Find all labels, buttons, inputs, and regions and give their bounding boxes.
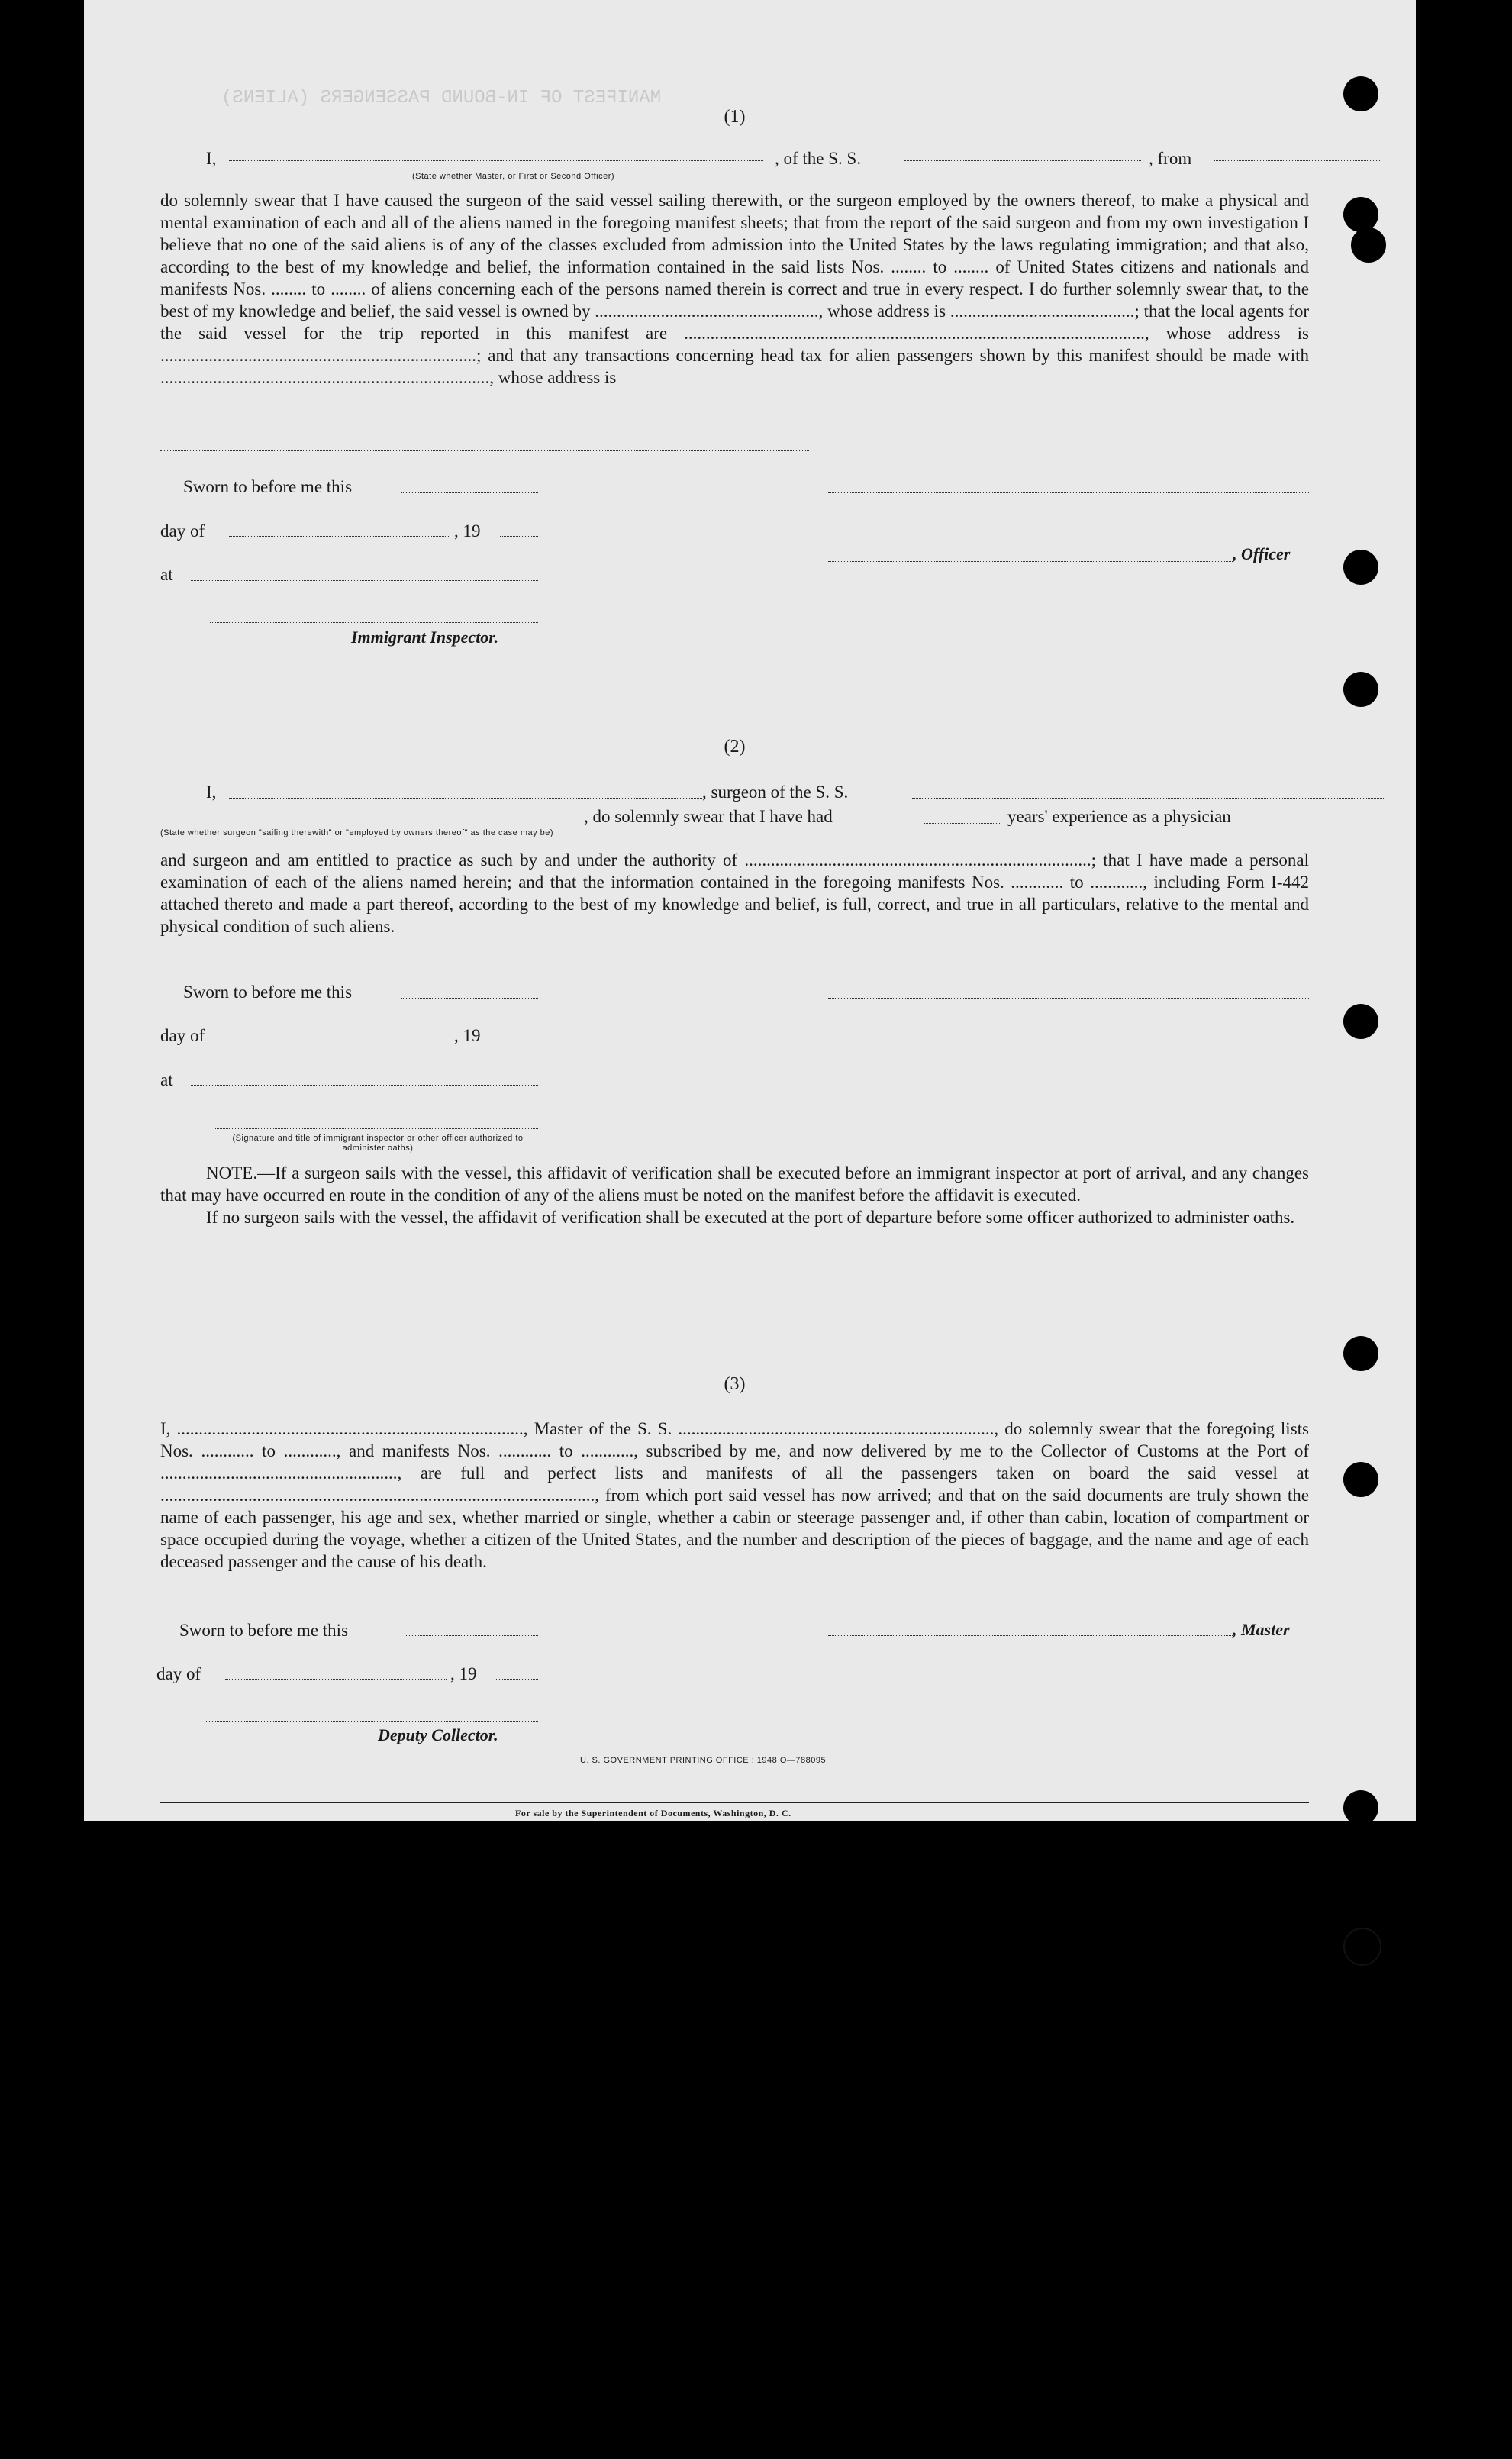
- sworn-label-3: Sworn to before me this: [179, 1621, 349, 1640]
- surgeon-of-label: , surgeon of the S. S.: [702, 783, 849, 802]
- sworn-label-2: Sworn to before me this: [183, 983, 353, 1002]
- note-paragraph: [160, 1162, 1309, 1206]
- punch-hole: [1343, 1462, 1378, 1497]
- at-label-1: at: [160, 565, 173, 584]
- note-text: NOTE.—If a surgeon sails with the vessel, this affidavit of verification shall be executed before an immigrant inspector at port of arrival, and any changes that may have occurred en route in the condition of any of the aliens must be noted on the manifest before the affidavit is executed.: [160, 1163, 1309, 1205]
- master-signature-line[interactable]: [828, 1635, 1233, 1636]
- day-of-label-3: day of: [156, 1664, 201, 1683]
- of-ss-label: , of the S. S.: [775, 149, 862, 168]
- years-label: years' experience as a physician: [1007, 807, 1231, 826]
- punch-hole: [1343, 1336, 1378, 1371]
- signature-caption: (Signature and title of immigrant inspector or other officer authorized to administer oaths): [232, 1134, 524, 1153]
- at-label-2: at: [160, 1070, 173, 1089]
- punch-hole: [1343, 1004, 1378, 1039]
- vessel-name-field[interactable]: [904, 160, 1141, 161]
- do-swear-label: , do solemnly swear that I have had: [584, 807, 833, 826]
- day-of-label-1: day of: [160, 521, 205, 541]
- punch-hole: [1343, 76, 1378, 111]
- year-label-1: , 19: [454, 521, 481, 541]
- years-field[interactable]: [924, 823, 1000, 824]
- sworn-date-field-2[interactable]: [401, 998, 538, 999]
- inspector-signature-line-2[interactable]: [214, 1128, 538, 1129]
- section-1: [160, 107, 1309, 127]
- gpo-imprint: U. S. GOVERNMENT PRINTING OFFICE : 1948 O—788095: [580, 1756, 827, 1765]
- sworn-label-1: Sworn to before me this: [183, 477, 353, 496]
- year-label-3: , 19: [450, 1664, 477, 1683]
- from-label: , from: [1149, 149, 1192, 168]
- inspector-signature-line[interactable]: [210, 622, 538, 623]
- punch-hole: [1343, 672, 1378, 707]
- officer-signature-line[interactable]: [828, 561, 1233, 562]
- officer-rank-caption: (State whether Master, or First or Second Officer): [412, 172, 615, 181]
- at-place-field-2[interactable]: [191, 1085, 538, 1086]
- surgeon-name-field[interactable]: [229, 798, 702, 799]
- year-label-2: , 19: [454, 1026, 481, 1045]
- head-tax-address-field[interactable]: [160, 450, 809, 451]
- section-1-intro: I,: [206, 149, 217, 168]
- section-2-body: and surgeon and am entitled to practice as such by and under the authority of ...............................................................................; that I have made a personal examination of each of the aliens named herein; and that the information contained in the foregoing manifests Nos. ............ to ............, including Form I-442 attached thereto and made a part thereof, according to the best of my knowledge and belief, is full, correct, and true in all particulars, relative to the mental and physical condition of such aliens.: [160, 850, 1309, 936]
- surgeon-type-caption: (State whether surgeon "sailing therewith" or "employed by owners thereof" as the case may be): [160, 828, 554, 837]
- deputy-collector-label: Deputy Collector.: [378, 1725, 498, 1744]
- sworn-date-field-3[interactable]: [405, 1635, 538, 1636]
- section-1-number: (1): [724, 107, 746, 127]
- month-field-1[interactable]: [229, 536, 450, 537]
- signature-line-1[interactable]: [828, 492, 1309, 493]
- punch-hole: [1343, 1790, 1378, 1825]
- collector-signature-line[interactable]: [206, 1721, 538, 1722]
- section-3: [160, 1374, 1309, 1395]
- section-2-intro: I,: [206, 783, 217, 802]
- note-block: [160, 1162, 1309, 1228]
- section-3-body-wrap: [160, 1418, 1309, 1573]
- note-paragraph-2: [160, 1206, 1309, 1228]
- immigrant-inspector-label: Immigrant Inspector.: [351, 628, 499, 647]
- note-text-2: If no surgeon sails with the vessel, the affidavit of verification shall be executed at the port of departure before some officer authorized to administer oaths.: [206, 1208, 1295, 1227]
- section-2-number: (2): [724, 737, 746, 757]
- master-label: , Master: [1233, 1620, 1290, 1639]
- year-field-3[interactable]: [496, 1679, 538, 1680]
- sworn-date-field-1[interactable]: [401, 492, 538, 493]
- section-2-body-wrap: [160, 849, 1309, 937]
- footer-rule: [160, 1802, 1309, 1803]
- officer-label: , Officer: [1233, 544, 1291, 563]
- punch-hole: [1343, 550, 1378, 585]
- at-place-field-1[interactable]: [191, 580, 538, 581]
- bleed-through-text: MANIFEST OF IN-BOUND PASSENGERS (ALIENS): [221, 88, 662, 108]
- section-1-body: do solemnly swear that I have caused the surgeon of the said vessel sailing therewith, or the surgeon employed by the owners thereof, to make a physical and mental examination of each and all of the aliens named in the foregoing manifest sheets; that from the report of the said surgeon and from my own investigation I believe that no one of the said aliens is of any of the classes excluded from admission into the United States by the laws regulating immigration; and that also, according to the best of my knowledge and belief, the information contained in the said lists Nos. ........ to ........ of United States citizens and nationals and manifests Nos. ........ to ........ of aliens concerning each of the persons named therein is correct and true in every respect. I do further solemnly swear that, to the best of my knowledge and belief, the said vessel is owned by ..................................................., whose address is ..........................................; that the local agents for the said vessel for the trip reported in this manifest are ........................................................................................................., whose address is ........................................................................; and that any transactions concerning head tax for alien passengers shown by this manifest should be made with ..........................................................................., whose address is: [160, 191, 1309, 387]
- punch-hole: [1343, 1928, 1381, 1966]
- surgeon-vessel-field[interactable]: [912, 798, 1385, 799]
- punch-hole: [1351, 228, 1386, 263]
- section-3-body: I, ..............................................................................., Master of the S. S. ........................................................................, do solemnly swear that the foregoing lists Nos. ............ to ............, and manifests Nos. ............ to ............, subscribed by me, and now delivered by me to the Collector of Customs at the Port of ......................................................, are full and perfect lists and manifests of all the passengers taken on board the said vessel at ..................................................................................................., from which port said vessel has now arrived; and that on the said documents are truly shown the name of each passenger, his age and sex, whether married or single, whether a cabin or steerage passenger and, if other than cabin, location of compartment or space occupied during the voyage, whether a citizen of the United States, and the number and description of the pieces of baggage, and the name and age of each deceased passenger and the cause of his death.: [160, 1419, 1309, 1571]
- section-2: [160, 737, 1309, 757]
- section-3-number: (3): [724, 1374, 746, 1394]
- year-field-1[interactable]: [500, 536, 538, 537]
- punch-hole: [1343, 197, 1378, 232]
- month-field-3[interactable]: [225, 1679, 447, 1680]
- officer-name-field[interactable]: [229, 160, 763, 161]
- surgeon-signature-line[interactable]: [828, 998, 1309, 999]
- day-of-label-2: day of: [160, 1026, 205, 1045]
- section-1-body-wrap: [160, 189, 1309, 389]
- form-page: [84, 0, 1416, 1821]
- for-sale-imprint: For sale by the Superintendent of Documents, Washington, D. C.: [515, 1808, 791, 1818]
- from-port-field[interactable]: [1214, 160, 1381, 161]
